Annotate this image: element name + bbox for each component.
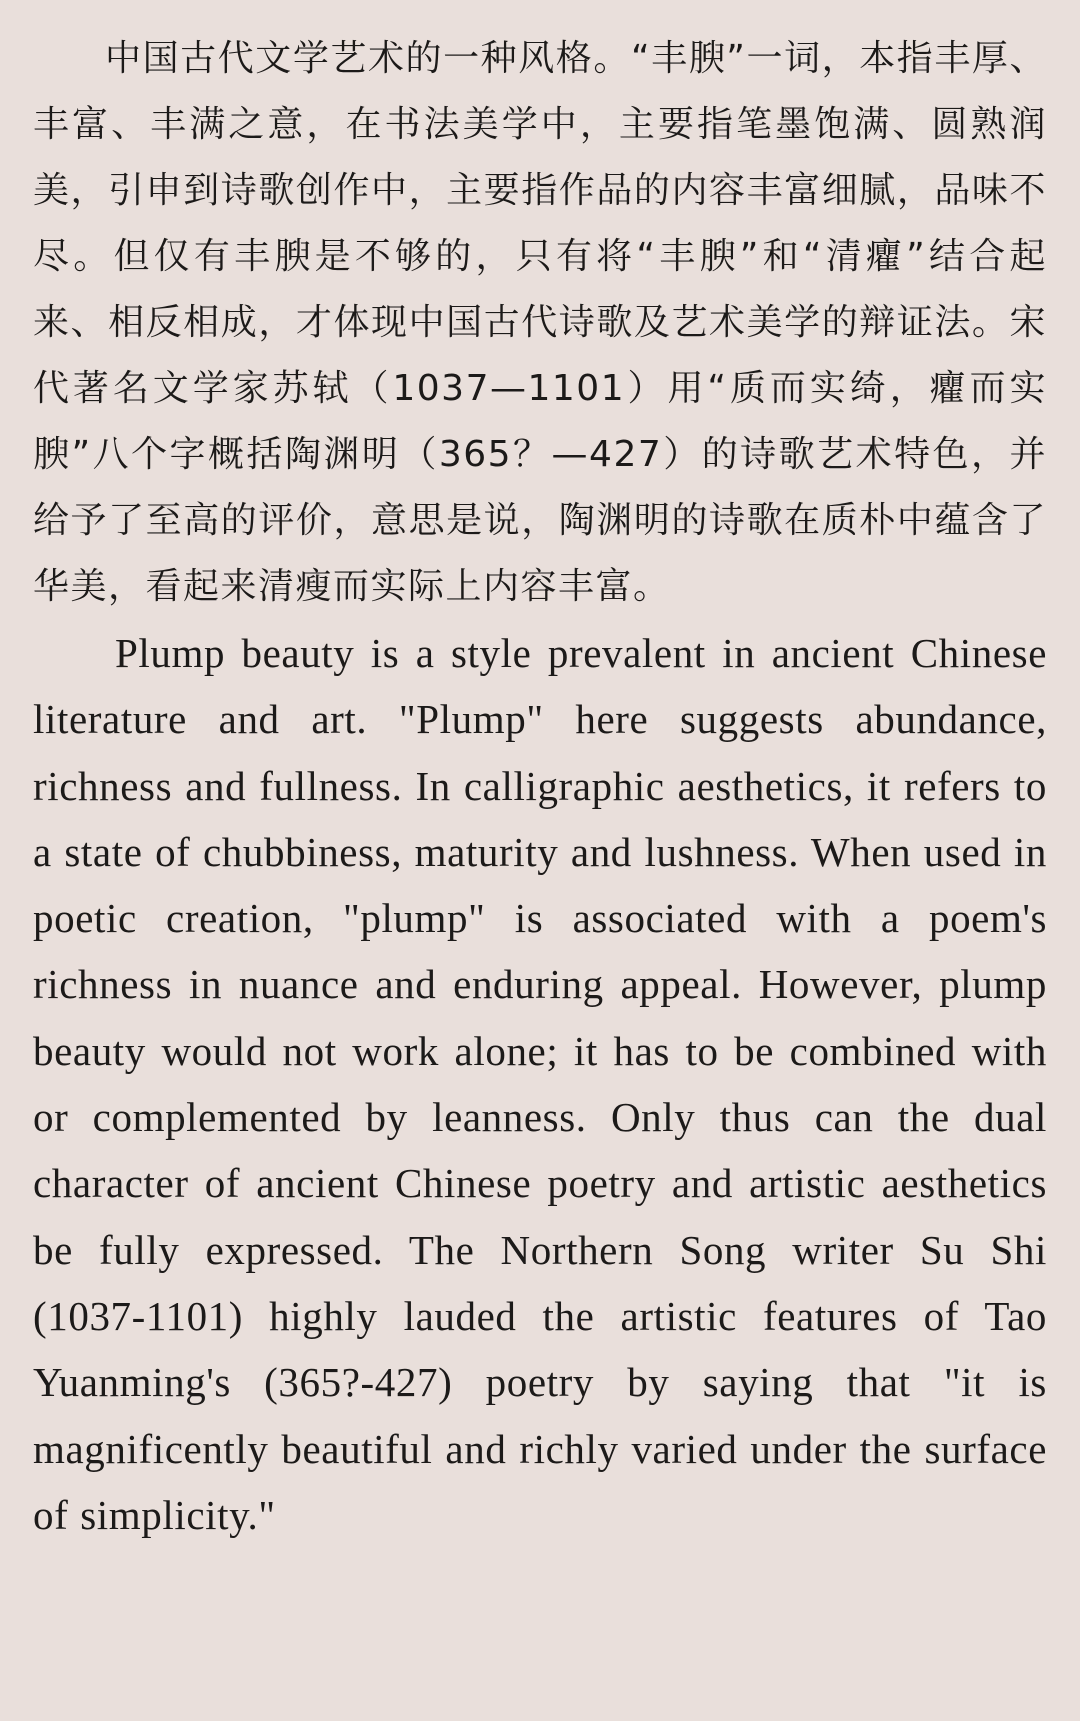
english-paragraph: Plump beauty is a style prevalent in ancient Chinese literature and art. "Plump" here suggests abundance, richness and fullness. In calligraphic aesthetics, it refers to a state of chubbiness, maturity and lushness. When used in poetic creation, "plump" is associated with a poem's richness in nuance and enduring appeal. However, plump beauty would not work alone; it has to be combined with or complemented by leanness. Only thus can the dual character of ancient Chinese poetry and artistic aesthetics be fully expressed. The Northern Song writer Su Shi (1037-1101) highly lauded the artistic features of Tao Yuanming's (365?-427) poetry by saying that "it is magnificently beautiful and richly varied under the surface of simplicity." [33,630,1047,1538]
chinese-paragraph: 中国古代文学艺术的一种风格。“丰腴”一词，本指丰厚、丰富、丰满之意，在书法美学中，主要指笔墨饱满、圆熟润美，引申到诗歌创作中，主要指作品的内容丰富细腻，品味不尽。但仅有丰腴是不够的，只有将“丰腴”和“清癯”结合起来、相反相成，才体现中国古代诗歌及艺术美学的辩证法。宋代著名文学家苏轼（1037—1101）用“质而实绮，癯而实腴”八个字概括陶渊明（365？—427）的诗歌艺术特色，并给予了至高的评价，意思是说，陶渊明的诗歌在质朴中蕴含了华美，看起来清瘦而实际上内容丰富。 [33,38,1047,607]
